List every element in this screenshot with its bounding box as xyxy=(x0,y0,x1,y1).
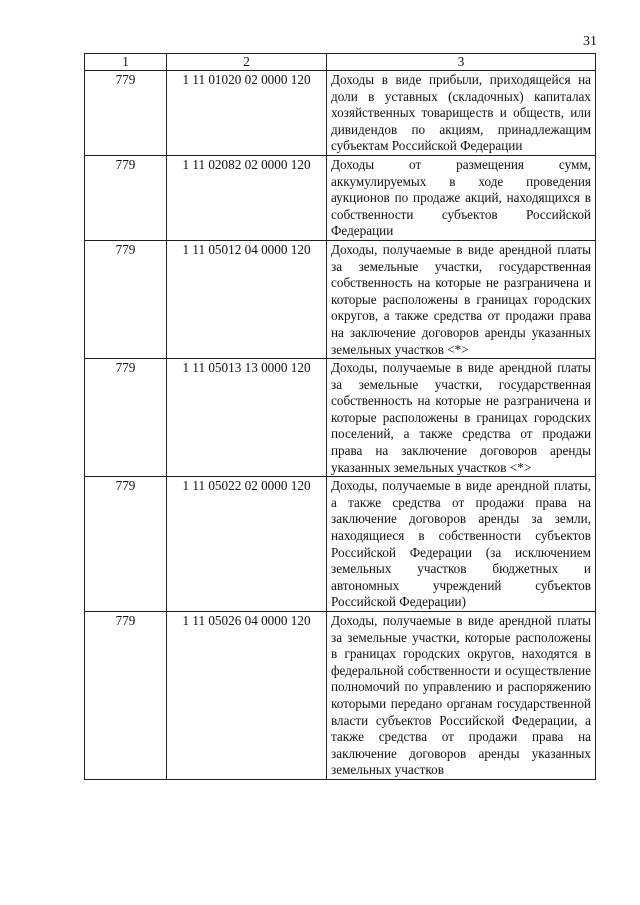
table-row xyxy=(85,359,596,477)
admin-code-cell: 779 xyxy=(85,71,167,156)
column-header-1: 1 xyxy=(85,54,167,71)
column-header-2: 2 xyxy=(167,54,327,71)
table-row xyxy=(85,155,596,240)
revenue-code-cell: 1 11 05012 04 0000 120 xyxy=(167,240,327,358)
revenue-name-cell: Доходы, получаемые в виде арендной платы за земельные участки, государственная собственность на которые не разграничена и которые расположены в границах городских округов, а также средства от продажи права на заключение договоров аренды указанных земельных участков <*> xyxy=(327,240,596,358)
column-header-3: 3 xyxy=(327,54,596,71)
admin-code-cell: 779 xyxy=(85,240,167,358)
page-number: 31 xyxy=(583,34,597,49)
admin-code-cell: 779 xyxy=(85,155,167,240)
table-row xyxy=(85,477,596,612)
table-header-row xyxy=(85,54,596,71)
revenue-code-cell: 1 11 05022 02 0000 120 xyxy=(167,477,327,612)
admin-code-cell: 779 xyxy=(85,477,167,612)
revenue-code-cell: 1 11 05026 04 0000 120 xyxy=(167,612,327,780)
revenue-name-cell: Доходы, получаемые в виде арендной платы за земельные участки, которые расположены в границах городских округов, находятся в федеральной собственности и осуществление полномочий по управлению и распоряжению которыми передано органам государственной власти субъектов Российской Федерации, а также средства от продажи права на заключение договоров аренды указанных земельных участков xyxy=(327,612,596,780)
revenue-codes-table xyxy=(84,53,596,780)
revenue-name-cell: Доходы в виде прибыли, приходящейся на доли в уставных (складочных) капиталах хозяйственных товариществ и обществ, или дивидендов по акциям, принадлежащим субъектам Российской Федерации xyxy=(327,71,596,156)
revenue-code-cell: 1 11 01020 02 0000 120 xyxy=(167,71,327,156)
table-row xyxy=(85,71,596,156)
revenue-name-cell: Доходы, получаемые в виде арендной платы за земельные участки, государственная собственность на которые не разграничена и которые расположены в границах городских поселений, а также средства от продажи права на заключение договоров аренды указанных земельных участков <*> xyxy=(327,359,596,477)
revenue-code-cell: 1 11 02082 02 0000 120 xyxy=(167,155,327,240)
table-row xyxy=(85,240,596,358)
revenue-name-cell: Доходы, получаемые в виде арендной платы, а также средства от продажи права на заключение договоров аренды за земли, находящиеся в собственности субъектов Российской Федерации (за исключением земельных участков бюджетных и автономных учреждений субъектов Российской Федерации) xyxy=(327,477,596,612)
revenue-code-cell: 1 11 05013 13 0000 120 xyxy=(167,359,327,477)
table-row xyxy=(85,612,596,780)
admin-code-cell: 779 xyxy=(85,612,167,780)
revenue-name-cell: Доходы от размещения сумм, аккумулируемых в ходе проведения аукционов по продаже акций, находящихся в собственности субъектов Российской Федерации xyxy=(327,155,596,240)
admin-code-cell: 779 xyxy=(85,359,167,477)
